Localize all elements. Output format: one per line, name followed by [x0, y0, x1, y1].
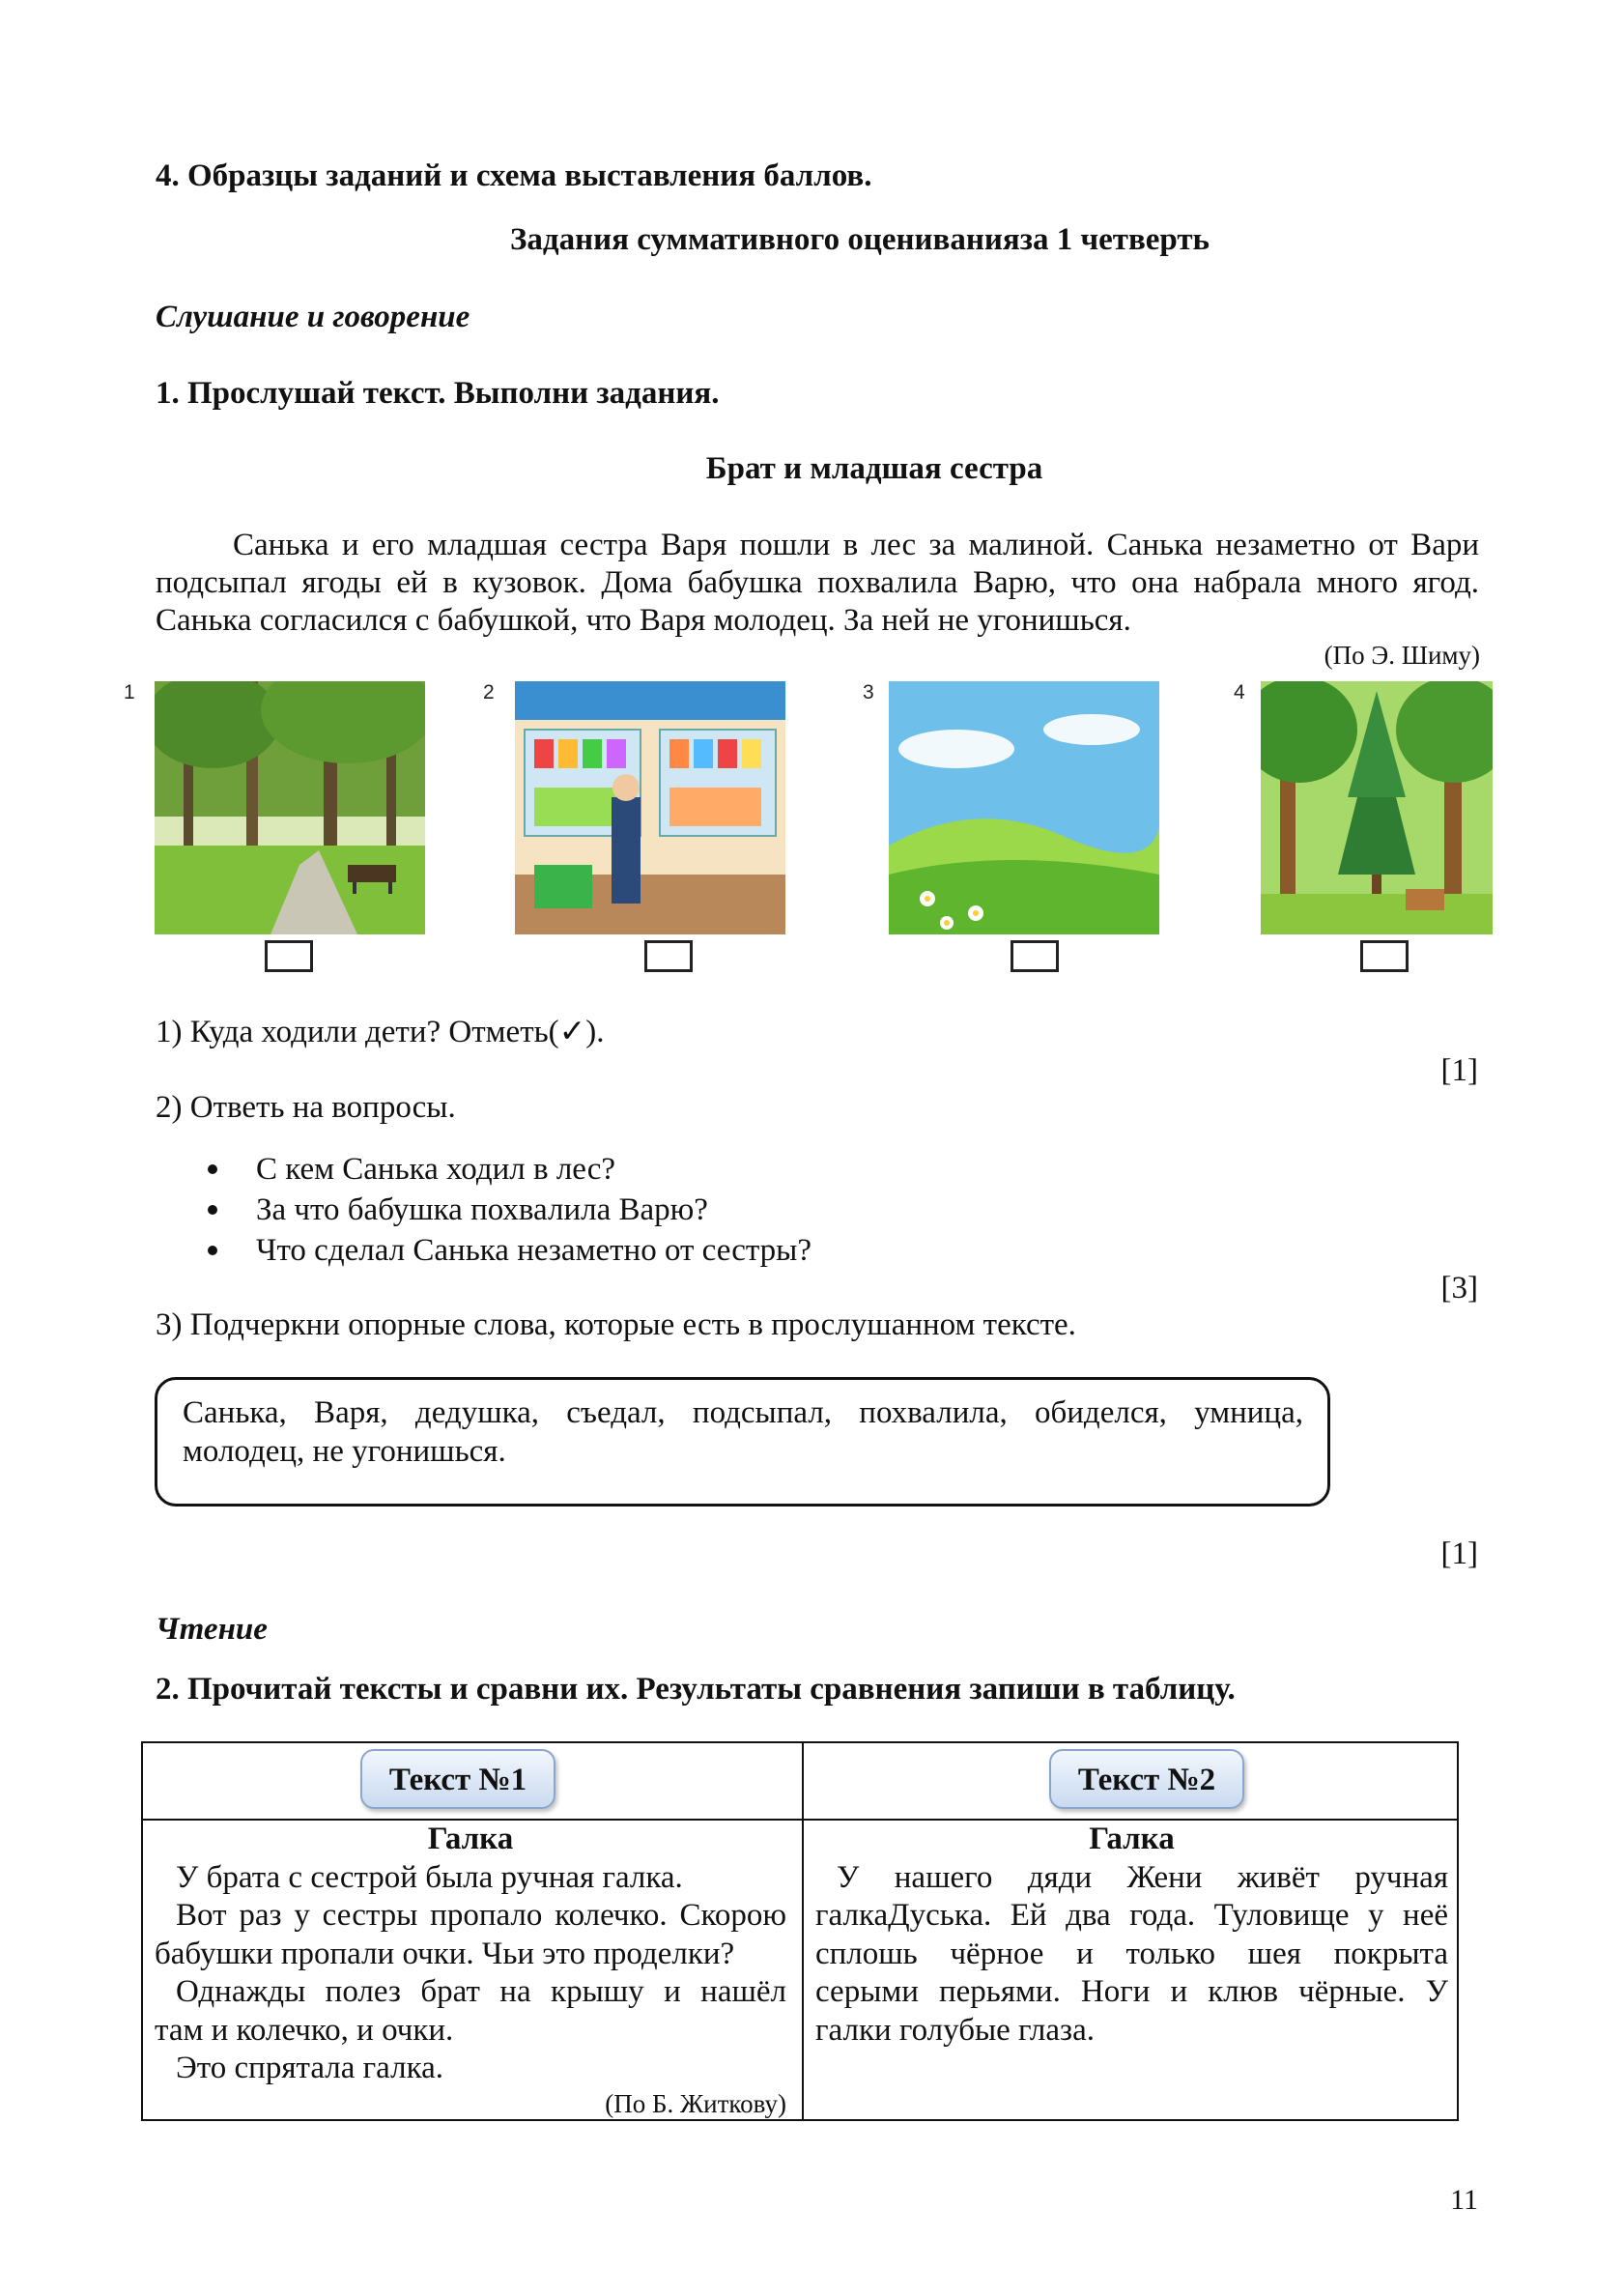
score-q2: [3]	[1440, 1271, 1478, 1306]
text1-line: там и колечко, и очки.	[155, 2012, 454, 2048]
text1-line: Однажды полез брат на крышу и нашёл	[176, 1974, 786, 2009]
story-title: Брат и младшая сестра	[705, 451, 1043, 486]
meadow-picture	[889, 681, 1159, 934]
park-picture	[155, 681, 425, 934]
question-3: 3) Подчеркни опорные слова, которые есть в прослушанном тексте.	[156, 1307, 1076, 1342]
keywords-line: молодец, не угонишься.	[183, 1434, 506, 1469]
list-item: Что сделал Санька незаметно от сестры?	[208, 1230, 812, 1271]
text2-label: Текст №2	[1049, 1749, 1244, 1809]
supermarket-picture	[515, 681, 785, 934]
story-author: (По Э. Шиму)	[1324, 641, 1480, 670]
answer-checkbox-4[interactable]	[1360, 940, 1409, 972]
question-1: 1) Куда ходили дети? Отметь(✓).	[156, 1015, 605, 1049]
story-line: Санька и его младшая сестра Варя пошли в лес за малиной. Санька незаметно от Вари	[233, 528, 1479, 562]
picture-number: 1	[124, 681, 135, 703]
answer-checkbox-3[interactable]	[1011, 940, 1059, 972]
story-line: подсыпал ягоды ей в кузовок. Дома бабушка похвалила Варю, что она набрала много ягод.	[156, 565, 1479, 600]
text1-line: Вот раз у сестры пропало колечко. Скорою	[176, 1898, 786, 1933]
text1-line: бабушки пропали очки. Чьи это проделки?	[155, 1936, 735, 1971]
page-number: 11	[1450, 2184, 1478, 2216]
listening-label: Слушание и говорение	[156, 300, 470, 334]
picture-number: 4	[1234, 681, 1245, 703]
text2-line: галкаДуська. Ей два года. Туловище у неё	[815, 1898, 1448, 1933]
story-line: Санька согласился с бабушкой, что Варя молодец. За ней не угонишься.	[156, 603, 1131, 638]
task1-heading: 1. Прослушай текст. Выполни задания.	[156, 376, 720, 411]
text1-line: Это спрятала галка.	[176, 2051, 444, 2085]
list-item: За что бабушка похвалила Варю?	[208, 1190, 812, 1230]
keywords-box	[155, 1377, 1330, 1507]
text2-line: сплошь чёрное и только шея покрыта	[815, 1936, 1448, 1971]
text1-title: Галка	[427, 1822, 514, 1856]
answer-checkbox-2[interactable]	[644, 940, 693, 972]
text2-line: галки голубые глаза.	[815, 2012, 1095, 2048]
text2-title: Галка	[1089, 1822, 1175, 1856]
keywords-line: Санька, Варя, дедушка, съедал, подсыпал, похвалила, обиделся, умница,	[183, 1395, 1303, 1430]
table-divider	[802, 1743, 804, 2119]
list-item: С кем Санька ходил в лес?	[208, 1149, 812, 1190]
score-q1: [1]	[1440, 1053, 1478, 1088]
picture-number: 3	[863, 681, 874, 703]
question-2-list	[208, 1149, 812, 1271]
reading-label: Чтение	[156, 1612, 268, 1647]
section-heading: 4. Образцы заданий и схема выставления баллов.	[156, 158, 872, 193]
subtitle: Задания суммативного оцениванияза 1 четверть	[509, 222, 1210, 257]
question-2: 2) Ответь на вопросы.	[156, 1090, 456, 1125]
text2-line: У нашего дяди Жени живёт ручная	[837, 1859, 1448, 1895]
text1-cell	[155, 1821, 786, 2119]
answer-checkbox-1[interactable]	[265, 940, 313, 972]
text2-cell	[815, 1821, 1448, 2050]
comparison-table	[141, 1741, 1459, 2121]
text1-author: (По Б. Житкову)	[605, 2088, 786, 2118]
text2-line: серыми перьями. Ноги и клюв чёрные. У	[815, 1974, 1448, 2009]
task2-heading: 2. Прочитай тексты и сравни их. Результаты сравнения запиши в таблицу.	[156, 1672, 1236, 1707]
score-q3: [1]	[1440, 1536, 1478, 1571]
forest-picture	[1261, 681, 1493, 934]
picture-number: 2	[483, 681, 495, 703]
text1-label: Текст №1	[360, 1749, 555, 1809]
text1-line: У брата с сестрой была ручная галка.	[176, 1859, 683, 1895]
